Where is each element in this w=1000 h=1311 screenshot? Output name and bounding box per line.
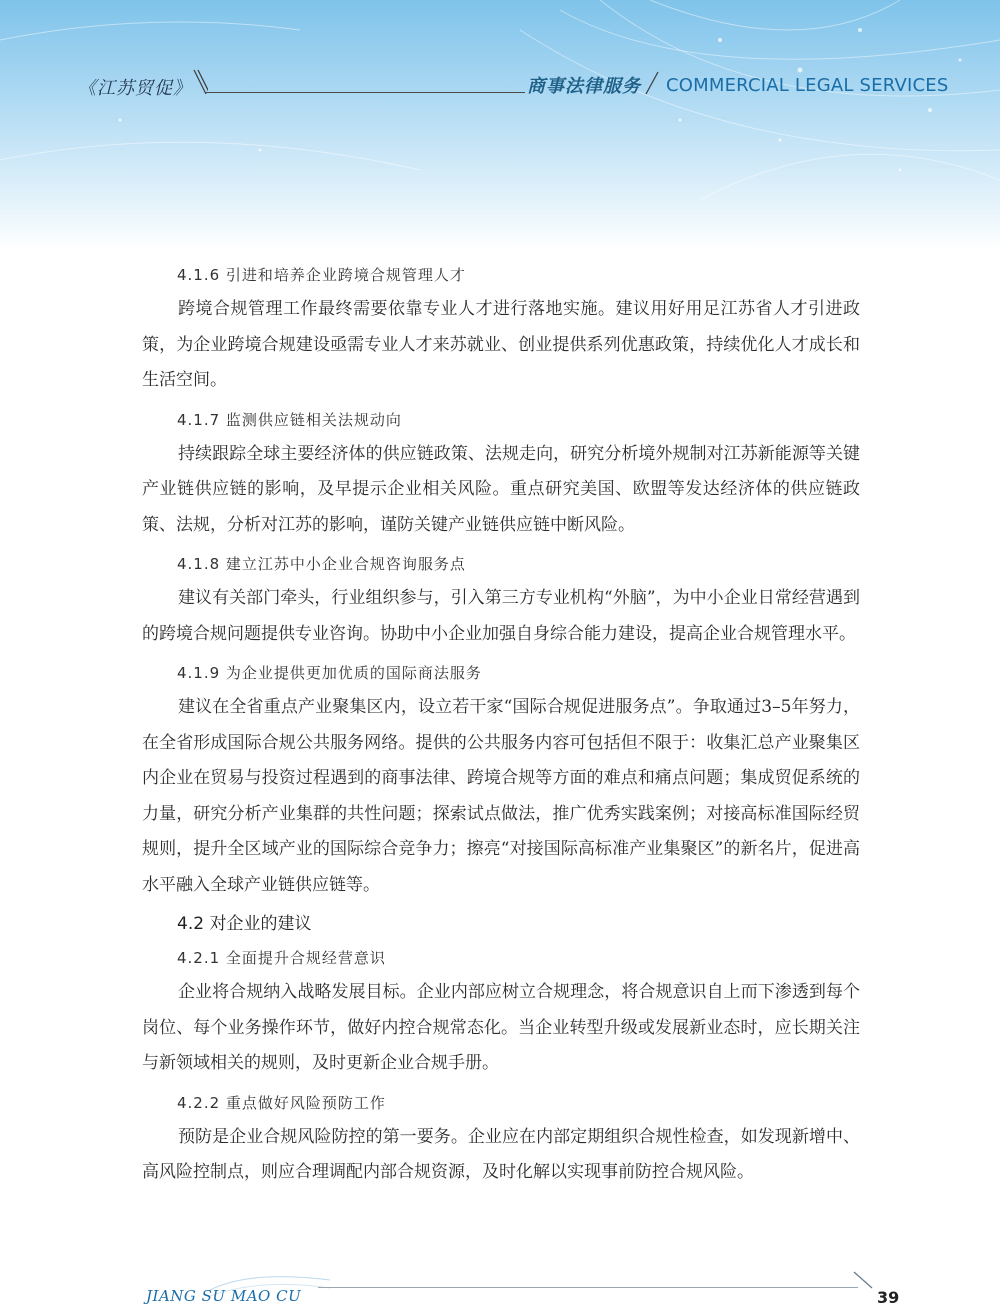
page-number: 39 [877, 1288, 900, 1307]
article-body [142, 258, 860, 1195]
footer-slash-icon [852, 1270, 876, 1294]
header-rule [205, 92, 525, 93]
footer-magazine-name: JIANG SU MAO CU [146, 1287, 302, 1305]
paragraph: 建议有关部门牵头，行业组织参与，引入第三方专业机构“外脑”，为中小企业日常经营遇到的跨境合规问题提供专业咨询。协助中小企业加强自身综合能力建设，提高企业合规管理水平。 [142, 588, 860, 644]
subsection-heading: 4.1.7 监测供应链相关法规动向 [177, 410, 402, 429]
paragraph: 企业将合规纳入战略发展目标。企业内部应树立合规理念，将合规意识自上而下渗透到每个岗位、每个业务操作环节，做好内控合规常态化。当企业转型升级或发展新业态时，应长期关注与新领域相关的规则，及时更新企业合规手册。 [142, 982, 860, 1073]
network-pattern-graphic [0, 0, 1000, 250]
section-heading: 4.2 对企业的建议 [177, 914, 312, 934]
header-banner [0, 0, 1000, 250]
subsection-heading: 4.1.9 为企业提供更加优质的国际商法服务 [177, 664, 482, 682]
section-title-cn: 商事法律服务 [527, 76, 641, 97]
slash-divider-icon [192, 68, 208, 98]
subsection-heading: 4.1.8 建立江苏中小企业合规咨询服务点 [177, 555, 466, 573]
magazine-brand: 《江苏贸促》 [78, 78, 192, 99]
paragraph: 持续跟踪全球主要经济体的供应链政策、法规走向，研究分析境外规制对江苏新能源等关键产业链供应链的影响，及早提示企业相关风险。重点研究美国、欧盟等发达经济体的供应链政策、法规，分析对江苏的影响，谨防关键产业链供应链中断风险。 [142, 443, 860, 535]
footer-rule [318, 1287, 858, 1288]
paragraph: 跨境合规管理工作最终需要依靠专业人才进行落地实施。建议用好用足江苏省人才引进政策，为企业跨境合规建设亟需专业人才来苏就业、创业提供系列优惠政策，持续优化人才成长和生活空间。 [142, 299, 860, 390]
subsection-heading: 4.2.1 全面提升合规经营意识 [177, 949, 386, 967]
paragraph: 建议在全省重点产业聚集区内，设立若干家“国际合规促进服务点”。争取通过3–5年努力，在全省形成国际合规公共服务网络。提供的公共服务内容可包括但不限于：收集汇总产业聚集区内企业在贸易与投资过程遇到的商事法律、跨境合规等方面的难点和痛点问题；集成贸促系统的力量，研究分析产业集群的共性问题；探索试点做法，推广优秀实践案例；对接高标准国际经贸规则，提升全区域产业的国际综合竞争力；擦亮“对接国际高标准产业集聚区”的新名片，促进高水平融入全球产业链供应链等。 [142, 697, 860, 895]
paragraph: 预防是企业合规风险防控的第一要务。企业应在内部定期组织合规性检查，如发现新增中、高风险控制点，则应合理调配内部合规资源，及时化解以实现事前防控合规风险。 [142, 1126, 860, 1182]
subsection-heading: 4.2.2 重点做好风险预防工作 [177, 1093, 386, 1112]
section-title-en: COMMERCIAL LEGAL SERVICES [666, 75, 949, 96]
slash-divider-icon [642, 68, 662, 98]
subsection-heading: 4.1.6 引进和培养企业跨境合规管理人才 [177, 266, 466, 284]
